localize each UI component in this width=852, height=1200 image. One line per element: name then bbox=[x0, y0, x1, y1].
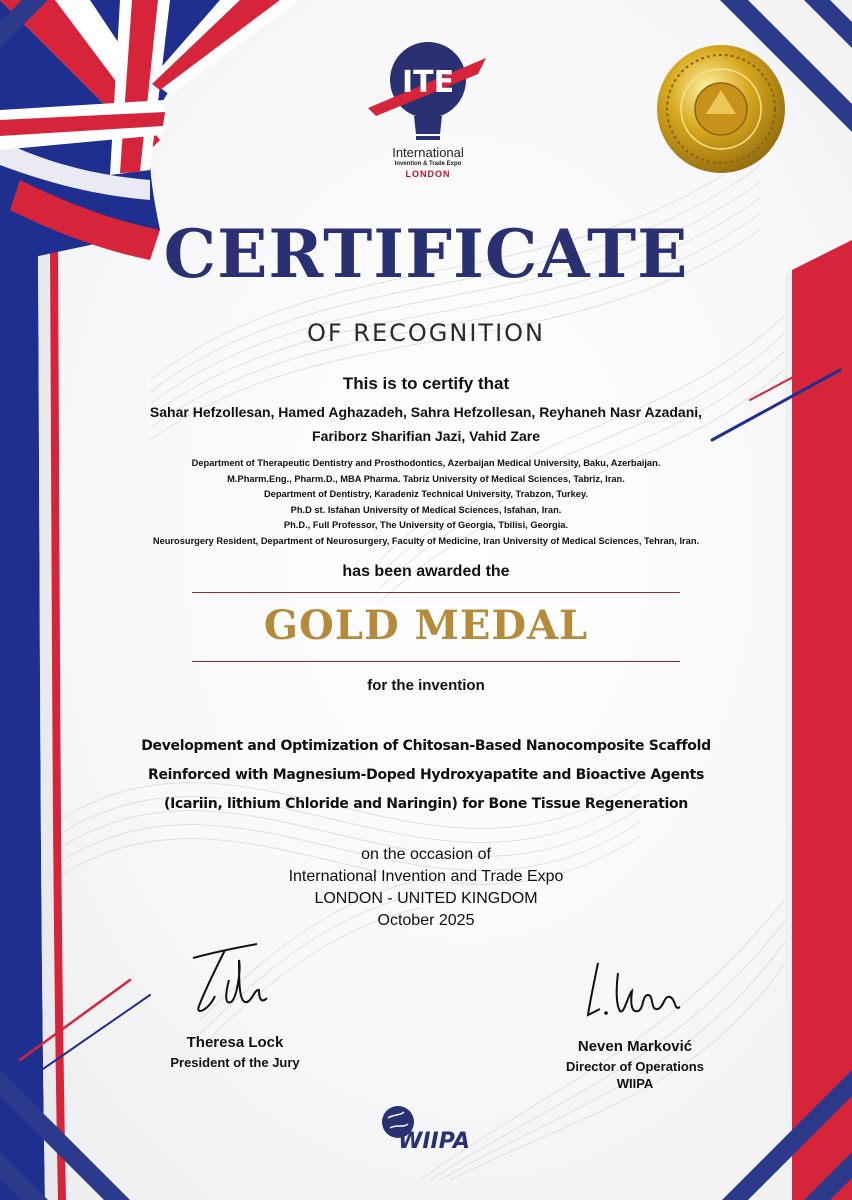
ite-lightbulb-icon bbox=[360, 38, 496, 148]
invention-line-3: (Icariin, lithium Chloride and Naringin) for Bone Tissue Regeneration bbox=[164, 796, 688, 812]
affiliation-line: Ph.D st. Isfahan University of Medical Sciences, Isfahan, Iran. bbox=[290, 504, 562, 515]
ite-line2: Invention & Trade Expo bbox=[394, 161, 462, 167]
ite-line3: LONDON bbox=[405, 169, 451, 179]
names-line-1: Sahar Hefzollesan, Hamed Aghazadeh, Sahra Hefzollesan, Reyhaneh Nasr Azadani, bbox=[149, 404, 703, 420]
occasion-block bbox=[0, 844, 852, 932]
signatory-right-name: Neven Marković bbox=[577, 1038, 693, 1055]
signatory-left-name: Theresa Lock bbox=[186, 1034, 284, 1051]
ite-logo bbox=[360, 38, 496, 188]
affiliations bbox=[0, 456, 852, 550]
signatory-left-role: President of the Jury bbox=[170, 1055, 300, 1070]
names-line-2: Fariborz Sharifian Jazi, Vahid Zare bbox=[312, 428, 540, 444]
wiipa-logo bbox=[378, 1100, 478, 1160]
awarded-text: has been awarded the bbox=[342, 563, 510, 580]
affiliation-line: M.Pharm.Eng., Pharm.D., MBA Pharma. Tabriz University of Medical Sciences, Tabriz, Iran. bbox=[227, 473, 625, 484]
medal-title: GOLD MEDAL bbox=[263, 602, 589, 649]
signature-right bbox=[580, 955, 690, 1025]
for-invention-text: for the invention bbox=[367, 677, 485, 694]
signature-left bbox=[185, 940, 295, 1020]
occasion-line-2: International Invention and Trade Expo bbox=[288, 868, 564, 885]
recipient-names bbox=[0, 400, 852, 448]
invention-title bbox=[0, 732, 852, 819]
affiliation-line: Neurosurgery Resident, Department of Neurosurgery, Faculty of Medicine, Iran University of Medical Sciences, Tehran, Iran. bbox=[152, 535, 700, 546]
ite-line1: International bbox=[392, 145, 464, 160]
guilloche-lines bbox=[60, 150, 800, 1180]
occasion-line-4: October 2025 bbox=[377, 912, 475, 929]
signatory-right-org: WIIPA bbox=[616, 1076, 654, 1091]
occasion-line-3: LONDON - UNITED KINGDOM bbox=[314, 890, 538, 907]
affiliation-line: Department of Therapeutic Dentistry and Prosthodontics, Azerbaijan Medical University, Baku, Azerbaijan. bbox=[191, 458, 661, 468]
medal-bottom-rule bbox=[192, 661, 680, 662]
certify-text: This is to certify that bbox=[342, 374, 510, 393]
medal-top-rule bbox=[192, 592, 680, 593]
gold-hologram-seal-icon bbox=[654, 42, 788, 176]
signatory-right-role: Director of Operations bbox=[566, 1059, 704, 1074]
invention-line-2: Reinforced with Magnesium-Doped Hydroxyapatite and Bioactive Agents bbox=[147, 767, 704, 783]
affiliation-line: Ph.D., Full Professor, The University of Georgia, Tbilisi, Georgia. bbox=[283, 520, 569, 531]
occasion-line-1: on the occasion of bbox=[361, 846, 491, 863]
affiliation-line: Department of Dentistry, Karadeniz Technical University, Trabzon, Turkey. bbox=[263, 489, 589, 500]
certificate-title: CERTIFICATE bbox=[163, 215, 689, 293]
invention-line-1: Development and Optimization of Chitosan-Based Nanocomposite Scaffold bbox=[141, 738, 711, 754]
ite-mark: ITE bbox=[401, 65, 455, 100]
wiipa-text: WIIPA bbox=[398, 1129, 470, 1154]
certificate-subtitle: OF RECOGNITION bbox=[306, 319, 546, 347]
